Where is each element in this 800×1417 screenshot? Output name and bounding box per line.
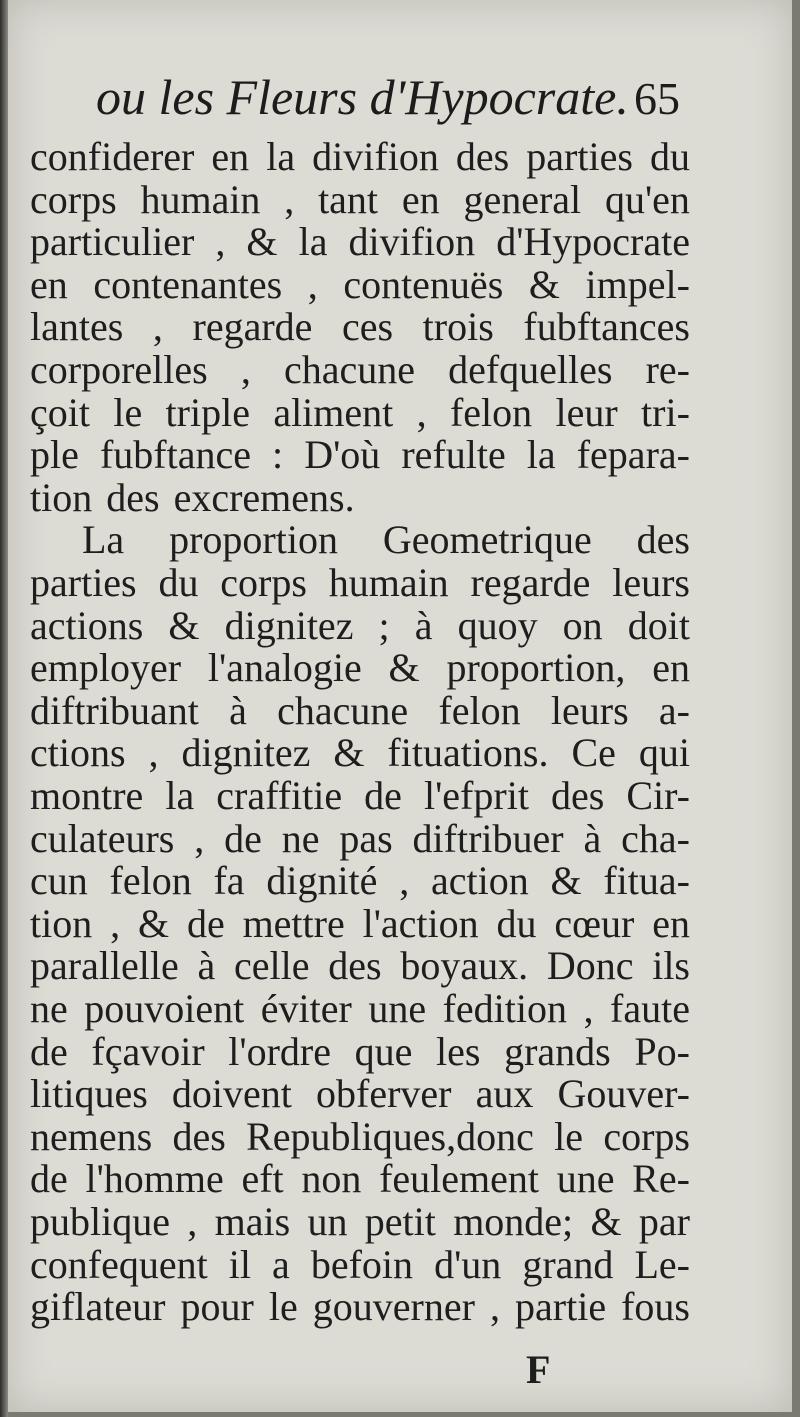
text-word: la — [165, 773, 195, 818]
text-word: & — [550, 858, 582, 904]
text-word: fubftance — [99, 432, 251, 478]
text-word: une — [368, 986, 427, 1031]
text-word: Donc — [546, 943, 634, 989]
text-word: & — [246, 219, 278, 265]
text-word: celle — [234, 943, 310, 989]
text-word: fçavoir — [91, 1028, 205, 1074]
text-word: des — [636, 517, 690, 563]
text-word: & — [528, 261, 560, 307]
text-word: corps — [30, 176, 117, 222]
text-word: fitua- — [603, 858, 690, 904]
text-word: grand — [522, 1241, 614, 1287]
text-word: l'analogie — [207, 645, 362, 691]
text-word: quoy — [457, 602, 538, 648]
text-word: mais — [214, 1199, 291, 1244]
text-word: , — [152, 304, 163, 350]
text-word: , — [187, 1199, 198, 1244]
text-word: proportion, — [446, 645, 626, 691]
text-line — [30, 604, 690, 648]
text-word: de — [364, 773, 402, 818]
text-word: Le- — [634, 1241, 690, 1287]
text-word: le — [554, 1113, 584, 1159]
text-word: par — [638, 1199, 690, 1244]
text-word: diftribuer — [412, 815, 564, 861]
text-word: giflateur — [30, 1284, 166, 1330]
text-line — [30, 987, 690, 1031]
text-word: des — [172, 1113, 226, 1159]
text-line — [30, 391, 690, 435]
text-word: defquelles — [448, 347, 613, 392]
text-word: a- — [658, 687, 690, 733]
text-line — [30, 561, 690, 605]
text-word: la — [266, 134, 296, 179]
text-word: des — [106, 474, 160, 520]
text-word: ils — [652, 943, 690, 989]
text-word: & — [137, 900, 170, 946]
text-word: le — [113, 389, 143, 435]
text-word: corporelles — [30, 347, 208, 392]
text-word: ple — [30, 432, 79, 478]
text-word: actions — [30, 602, 144, 648]
text-word: doit — [627, 602, 690, 648]
text-word: l'homme — [85, 1156, 224, 1202]
text-word: l'efprit — [423, 773, 529, 818]
text-word: de — [186, 900, 225, 946]
text-word: Ce — [571, 730, 616, 776]
text-word: des — [455, 134, 510, 179]
text-word: en — [652, 645, 690, 691]
text-word: & — [590, 1199, 622, 1244]
text-word: fituations. — [387, 730, 549, 776]
text-line — [30, 518, 690, 562]
text-word: craffitie — [216, 773, 343, 818]
text-word: aliment — [273, 389, 394, 435]
text-word: Cir- — [626, 773, 690, 818]
text-word: d'Hypocrate — [496, 219, 690, 265]
text-line — [30, 1072, 690, 1116]
page-number: 65 — [634, 73, 680, 124]
text-word: felon — [109, 858, 192, 904]
text-word: monde; — [453, 1199, 574, 1244]
text-word: tant — [318, 176, 379, 222]
text-word: en — [211, 134, 250, 179]
text-word: cun — [30, 858, 88, 904]
text-word: fedition — [442, 986, 567, 1031]
text-word: , — [307, 261, 318, 307]
text-word: mettre — [242, 900, 345, 946]
text-word: lantes — [30, 304, 124, 350]
text-word: d'un — [434, 1241, 502, 1287]
text-word: faute — [610, 986, 690, 1031]
text-word: montre — [30, 773, 144, 818]
text-word: on — [562, 602, 603, 648]
text-word: corps — [603, 1113, 690, 1159]
text-line — [30, 902, 690, 946]
text-word: parallelle — [30, 943, 179, 989]
text-line — [30, 859, 690, 903]
text-word: qu'en — [604, 176, 690, 222]
text-word: , — [194, 815, 205, 861]
text-word: Po- — [634, 1028, 690, 1074]
text-line — [30, 646, 690, 690]
text-word: la — [526, 432, 556, 478]
text-word: du — [496, 900, 537, 946]
text-word: tion — [30, 474, 93, 520]
text-word: regarde — [192, 304, 313, 350]
text-word: contenantes — [93, 261, 283, 307]
text-word: l'action — [362, 900, 479, 946]
text-word: du — [649, 134, 690, 179]
text-word: , — [489, 1284, 500, 1330]
text-line — [30, 689, 690, 733]
text-line — [30, 1115, 690, 1159]
text-word: Republiques,donc — [246, 1113, 534, 1159]
text-word: a — [272, 1241, 290, 1287]
text-word: cha- — [621, 815, 690, 861]
text-word: de — [224, 815, 262, 861]
text-line — [30, 1200, 690, 1244]
text-word: publique — [30, 1199, 170, 1244]
text-word: partie — [515, 1284, 607, 1330]
text-word: petit — [364, 1199, 436, 1244]
text-word: trois — [422, 304, 494, 350]
text-word: à — [229, 687, 247, 733]
signature-mark: F — [526, 1347, 551, 1392]
text-word: la — [298, 219, 328, 265]
text-word: befoin — [310, 1241, 414, 1287]
text-word: il — [228, 1241, 251, 1287]
text-word: des — [328, 943, 382, 989]
text-line — [30, 944, 690, 988]
text-word: boyaux. — [400, 943, 529, 989]
text-word: : — [272, 432, 284, 478]
text-word: un — [307, 1199, 348, 1244]
text-word: , — [416, 389, 427, 435]
running-head-title: ou les Fleurs d'Hypocrate. — [96, 69, 629, 125]
text-word: pouvoient — [84, 986, 245, 1031]
text-word: , — [583, 986, 594, 1031]
text-word: doivent — [171, 1071, 292, 1117]
text-word: pour — [180, 1284, 254, 1330]
text-word: re- — [645, 347, 690, 392]
text-line — [30, 1243, 690, 1287]
text-word: chacune — [277, 687, 409, 733]
text-word: les — [436, 1028, 481, 1074]
text-word: en — [401, 176, 440, 222]
text-line — [30, 774, 690, 818]
text-word: grands — [504, 1028, 611, 1074]
text-word: divifion — [348, 219, 476, 265]
text-word: fa — [213, 858, 245, 904]
text-word: dignité — [266, 858, 378, 904]
text-word: feulement — [379, 1156, 539, 1202]
text-word: confiderer — [30, 134, 195, 179]
text-word: ces — [342, 304, 394, 350]
text-word: qui — [638, 730, 690, 776]
text-word: refulte — [401, 432, 506, 478]
text-line — [30, 348, 690, 392]
text-word: éviter — [260, 986, 352, 1031]
text-word: le — [268, 1284, 298, 1330]
text-word: de — [30, 1156, 68, 1202]
text-word: que — [354, 1028, 413, 1074]
text-word: pas — [339, 815, 393, 861]
text-word: l'ordre — [228, 1028, 331, 1074]
text-word: tri- — [641, 389, 690, 435]
text-word: fubftances — [523, 304, 690, 350]
text-line — [30, 476, 690, 520]
text-word: felon — [438, 687, 521, 733]
text-word: ; — [378, 602, 390, 648]
text-word: eft — [241, 1156, 284, 1202]
text-line — [30, 1030, 690, 1074]
text-word: & — [388, 645, 420, 691]
text-line — [30, 1285, 690, 1329]
text-word: cœur — [554, 900, 635, 946]
text-word: çoit — [30, 389, 90, 435]
text-word: , — [240, 347, 251, 392]
text-word: triple — [165, 389, 250, 435]
text-word: non — [301, 1156, 362, 1202]
text-word: tion — [30, 900, 93, 946]
text-line — [30, 1157, 690, 1201]
text-word: ne — [281, 815, 320, 861]
text-line — [30, 220, 690, 264]
text-line — [30, 817, 690, 861]
text-line — [30, 305, 690, 349]
text-word: ne — [30, 986, 68, 1031]
text-word: employer — [30, 645, 182, 691]
text-word: humain — [140, 176, 261, 222]
text-line — [30, 263, 690, 307]
text-word: contenuës — [343, 261, 504, 307]
text-word: diftribuant — [30, 687, 199, 733]
text-word: & — [168, 602, 200, 648]
text-word: divifion — [312, 134, 439, 179]
text-word: ctions — [30, 730, 126, 776]
text-word: chacune — [283, 347, 415, 392]
text-word: du — [158, 560, 199, 605]
text-word: leurs — [550, 687, 629, 733]
text-word: leur — [555, 389, 618, 435]
text-word: regarde — [470, 560, 591, 605]
book-gutter-edge — [0, 0, 8, 1417]
text-word: action — [430, 858, 529, 904]
text-word: une — [556, 1156, 615, 1202]
text-word: parties — [30, 560, 137, 605]
text-word: confequent — [30, 1241, 208, 1287]
text-word: , — [215, 219, 226, 265]
text-word: , — [110, 900, 121, 946]
text-word: dignitez — [224, 602, 354, 648]
text-word: D'où — [304, 432, 381, 478]
text-word: obferver — [316, 1071, 452, 1117]
text-line — [30, 135, 690, 179]
text-word: , — [284, 176, 295, 222]
text-word: aux — [475, 1071, 534, 1117]
text-word: , — [148, 730, 159, 776]
text-word: particulier — [30, 219, 195, 265]
text-word: felon — [449, 389, 533, 435]
text-word: à — [197, 943, 216, 989]
text-word: à — [414, 602, 433, 648]
text-word: , — [399, 858, 410, 904]
text-word: fous — [621, 1284, 690, 1330]
text-word: Re- — [632, 1156, 690, 1202]
text-word: fepara- — [576, 432, 690, 478]
text-word: general — [463, 176, 582, 222]
text-word: corps — [220, 560, 307, 605]
text-word: parties — [526, 134, 633, 179]
text-word: proportion — [169, 517, 338, 563]
text-word: nemens — [30, 1113, 153, 1159]
text-line — [30, 178, 690, 222]
text-word: excremens. — [173, 474, 355, 520]
text-line — [30, 433, 690, 477]
text-word: Gouver- — [557, 1071, 690, 1117]
text-word: en — [30, 261, 68, 307]
text-word: de — [30, 1028, 68, 1074]
text-word: humain — [328, 560, 449, 605]
text-word: à — [583, 815, 602, 861]
text-word: litiques — [30, 1071, 148, 1117]
text-word: culateurs — [30, 815, 175, 861]
text-word: Geometrique — [382, 517, 592, 563]
text-word: leurs — [612, 560, 690, 605]
text-word: impel- — [585, 261, 690, 307]
text-word: La — [82, 517, 125, 563]
text-word: en — [652, 900, 690, 946]
text-line — [30, 731, 690, 775]
text-word: dignitez — [181, 730, 311, 776]
text-word: gouverner — [312, 1284, 475, 1330]
text-word: & — [333, 730, 365, 776]
text-word: des — [550, 773, 605, 818]
